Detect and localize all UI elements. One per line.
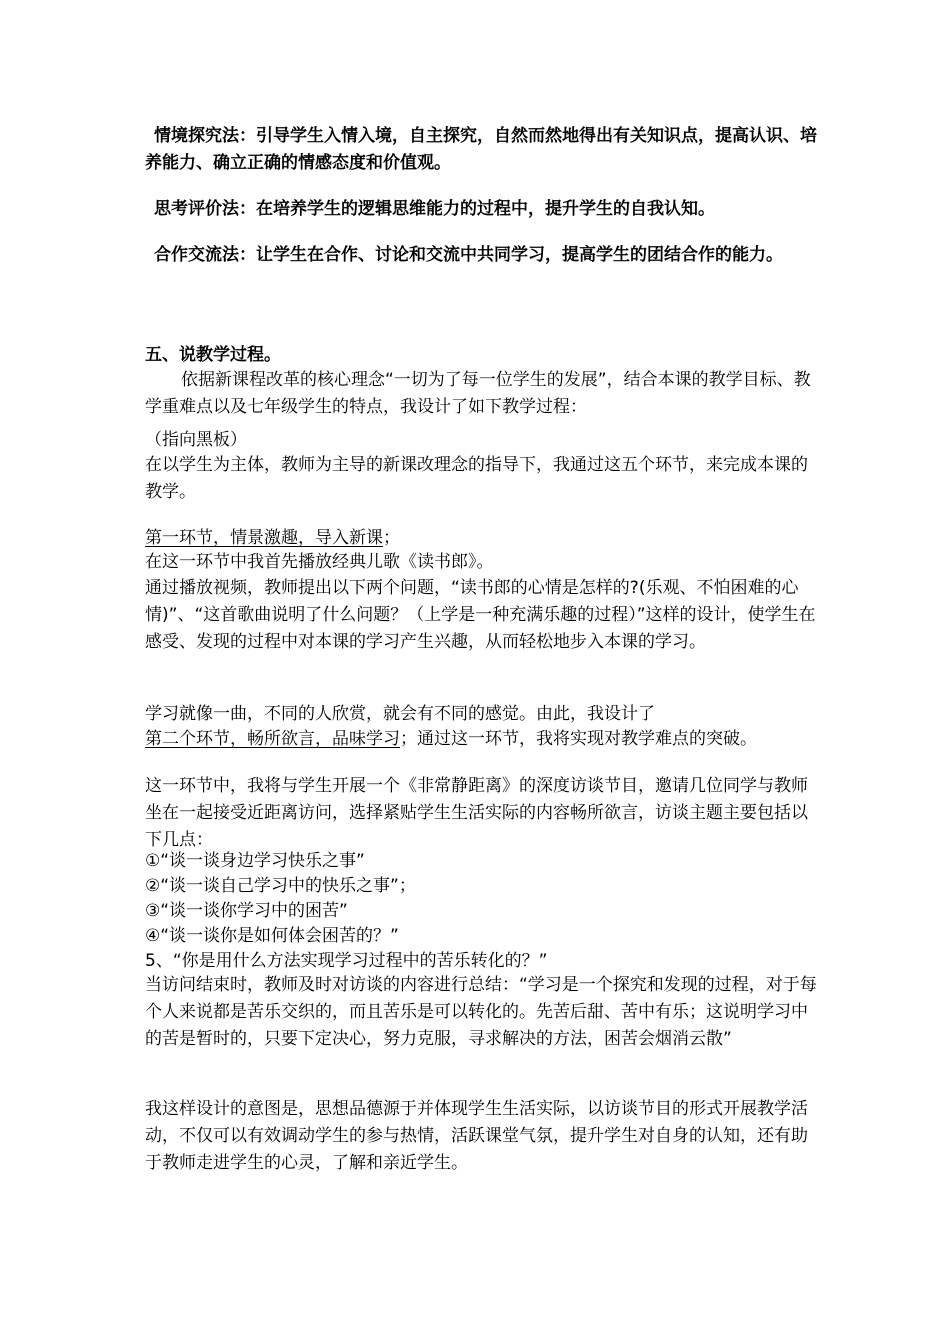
step1-heading (145, 525, 817, 552)
step2-lead: 学习就像一曲，不同的人欣赏，就会有不同的感觉。由此，我设计了 (145, 704, 655, 724)
topic-item-1: ①“谈一谈身边学习快乐之事” (145, 851, 365, 871)
step1-paragraph-1: 在这一环节中我首先播放经典儿歌《读书郎》。 (145, 552, 494, 572)
method-cooperative-exchange: 合作交流法：让学生在合作、讨论和交流中共同学习，提高学生的团结合作的能力。 (154, 245, 783, 265)
topic-item-2: ②“谈一谈自己学习中的快乐之事”； (145, 876, 416, 896)
topic-item-5: 5、“你是用什么方法实现学习过程中的苦乐转化的？” (145, 951, 548, 971)
topic-item-4: ④“谈一谈你是如何体会困苦的？” (145, 926, 399, 946)
step1-title-suffix: ； (383, 528, 400, 548)
step2-title-suffix: ；通过这一环节，我将实现对教学难点的突破。 (400, 729, 757, 749)
method-reflective-evaluation: 思考评价法：在培养学生的逻辑思维能力的过程中，提升学生的自我认知。 (154, 199, 715, 219)
step2-summary: 当访问结束时，教师及时对访谈的内容进行总结：“学习是一个探究和发现的过程，对于每个人来说都是苦乐交织的，而且苦乐是可以转化的。先苦后甜、苦中有乐；这说明学习中的苦是暂时的，只要下定决心，努力克服，寻求解决的方法，困苦会烟消云散” (145, 975, 817, 1049)
overview-paragraph: 在以学生为主体，教师为主导的新课改理念的指导下，我通过这五个环节，来完成本课的教学。 (145, 455, 808, 502)
step2-title: 第二个环节，畅所欲言，品味学习 (145, 729, 400, 749)
step1-title: 第一环节，情景激趣，导入新课 (145, 528, 383, 548)
blackboard-note: （指向黑板） (145, 430, 247, 450)
step1-paragraph-2: 通过播放视频，教师提出以下两个问题，“读书郎的心情是怎样的?(乐观、不怕困难的心情)”、“这首歌曲说明了什么问题？（上学是一种充满乐趣的过程）”这样的设计，使学生在感受、发现的过程中对本课的学习产生兴趣，从而轻松地步入本课的学习。 (145, 578, 816, 652)
step2-intent: 我这样设计的意图是，思想品德源于并体现学生生活实际，以访谈节目的形式开展教学活动，不仅可以有效调动学生的参与热情，活跃课堂气氛，提升学生对自身的认知，还有助于教师走进学生的心灵，了解和亲近学生。 (145, 1099, 808, 1173)
method-situational-inquiry: 情境探究法：引导学生入情入境，自主探究，自然而然地得出有关知识点，提高认识、培养能力、确立正确的情感态度和价值观。 (145, 126, 817, 173)
section-intro: 依据新课程改革的核心理念“一切为了每一位学生的发展”，结合本课的教学目标、教学重难点以及七年级学生的特点，我设计了如下教学过程： (145, 370, 811, 417)
step2-heading (145, 726, 817, 753)
section-heading: 五、说教学过程。 (145, 345, 281, 365)
topic-item-3: ③“谈一谈你学习中的困苦” (145, 901, 348, 921)
step2-paragraph-1: 这一环节中，我将与学生开展一个《非常静距离》的深度访谈节目，邀请几位同学与教师坐在一起接受近距离访问，选择紧贴学生生活实际的内容畅所欲言，访谈主题主要包括以下几点： (145, 776, 808, 850)
